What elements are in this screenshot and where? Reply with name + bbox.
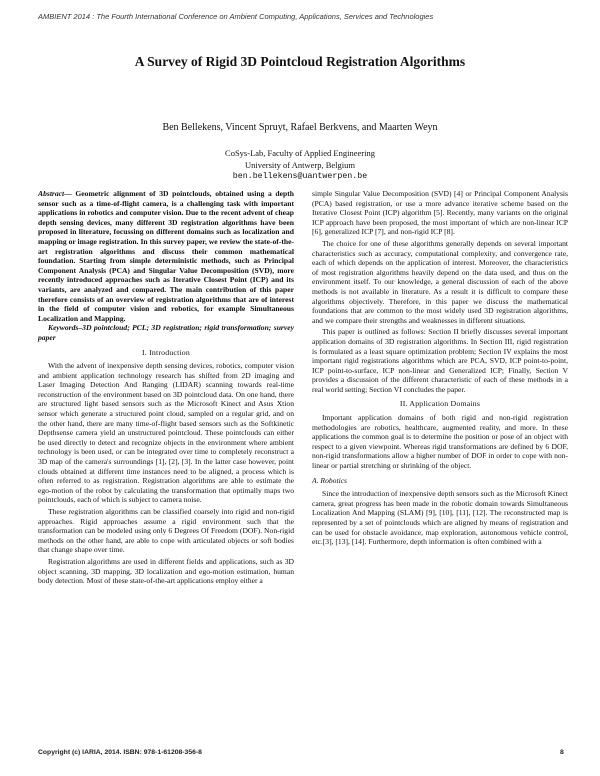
affiliation-lab: CoSys-Lab, Faculty of Applied Engineering bbox=[225, 148, 375, 158]
section-heading-introduction: I. Introduction bbox=[141, 347, 191, 357]
intro-paragraph-5: This paper is outlined as follows: Section II briefly discusses several important application domains of 3D registration algorithms. In Section III, rigid registration is formulated as a least square optimization problem; Section IV explains the most important rigid registrations algorithms which are PCA, SVD, ICP point-to-point, ICP point-to-surface, ICP non-linear and Generalized ICP; Finally, Section V provides a discussion of the different characteristic of each of these methods in a real world setting; Section VI concludes the paper. bbox=[312, 327, 568, 394]
intro-paragraph-3: Registration algorithms are used in different fields and applications, such as 3D object scanning, 3D mapping, 3D localization and ego-motion estimation, human body detection. Most of these state-of-the-art applications employ either a bbox=[38, 556, 294, 586]
conference-header: AMBIENT 2014 : The Fourth International Conference on Ambient Computing, Applications, Services and Technologies bbox=[38, 12, 434, 21]
abstract-label: Abstract bbox=[38, 189, 65, 198]
affiliation-block bbox=[0, 148, 600, 183]
intro-paragraph-4: The choice for one of these algorithms generally depends on several important characteristics such as accuracy, computational complexity, and convergence rate, each of which depends on the application of interest. Moreover, the characteristics of most registration algorithms heavily depend on the data used, and thus on the environment itself. To our knowledge, a general discussion of each of the above methods is not available in literature. As a result it is difficult to compare these algorithms objectively. Therefore, in this paper we discuss the mathematical foundations that are common to the most widely used 3D registration algorithms, and we compare their strengths and weaknesses in different situations. bbox=[312, 238, 568, 325]
page-number: 8 bbox=[560, 749, 564, 756]
right-column bbox=[312, 189, 568, 547]
paper-title: A Survey of Rigid 3D Pointcloud Registration Algorithms bbox=[134, 54, 466, 69]
application-paragraph-1: Important application domains of both rigid and non-rigid registration methodologies are robotics, healthcare, augmented reality, and more. In these applications the common goal is to determine the position or pose of an object with respect to a given viewpoint. Whereas rigid transformations are defined by 6 DOF, non-rigid transformations allow a higher number of DOF in order to cope with non-linear or partial stretching or shrinking of the object. bbox=[312, 413, 568, 471]
abstract-text: — Geometric alignment of 3D pointclouds, obtained using a depth sensor such as a time-of-flight camera, is a challenging task with important applications in robotics and computer vision. Due to the recent advent of cheap depth sensing devices, many different 3D registration algorithms have been proposed in literature, focussing on different domains such as localization and mapping or image registration. In this survey paper, we review the state-of-the-art registration algorithms and discuss their common mathematical foundation. Starting from simple deterministic methods, such as Principal Component Analysis (PCA) and Singular Value Decomposition (SVD), more recently introduced approaches such as Iterative Closest Point (ICP) and its variants, are analyzed and compared. The main contribution of this paper therefore consists of an overview of registration algorithms that are of interest in the field of computer vision and robotics, for example Simultaneous Localization and Mapping. bbox=[38, 189, 294, 323]
left-column bbox=[38, 189, 294, 586]
abstract bbox=[38, 189, 294, 323]
author-list: Ben Bellekens, Vincent Spruyt, Rafael Berkvens, and Maarten Weyn bbox=[162, 122, 438, 133]
keywords: Keywords–3D pointcloud; PCL; 3D registration; rigid transformation; survey paper bbox=[38, 323, 294, 342]
robotics-paragraph-1: Since the introduction of inexpensive depth sensors such as the Microsoft Kinect camera, great progress has been made in the robotic domain towards Simultaneous Localization And Mapping (SLAM) [9], [10], [11], [12]. The reconstructed map is represented by a set of pointclouds which are aligned by means of registration and can be used for obstacle avoidance, map exploration, autonomous vehicle control, etc.[3], [13], [14]. Furthermore, depth information is often combined with a bbox=[312, 489, 568, 547]
subsection-heading-robotics: A. Robotics bbox=[312, 475, 348, 485]
affiliation-university: University of Antwerp, Belgium bbox=[244, 159, 355, 170]
footer-copyright: Copyright (c) IARIA, 2014. ISBN: 978-1-61208-356-8 bbox=[38, 749, 202, 756]
author-email[interactable]: ben.bellekens@uantwerpen.be bbox=[232, 172, 368, 181]
intro-paragraph-1: With the advent of inexpensive depth sensing devices, robotics, computer vision and ambient application technology research has shifted from 2D imaging and Laser Imaging Detection And Ranging (LIDAR) scanning towards real-time reconstruction of the environment based on 3D pointcloud data. On one hand, there are structured light based sensors such as the Microsoft Kinect and Asus Xtion sensor which generate a structured point cloud, sampled on a regular grid, and on the other hand, there are many time-of-flight based sensors such as the Softkinetic Depthsense camera yield an unstructured pointcloud. These pointclouds can either be used directly to detect and recognize objects in the environment where ambient technology is been used, or can be integrated over time to completely reconstruct a 3D map of the camera's surroundings [1], [2], [3]. In the latter case however, point clouds obtained at different time instances need to be aligned, a process which is often referred to as registration. Registration algorithms are able to estimate the ego-motion of the robot by calculating the transformation that optimally maps two pointclouds, each of which is subject to camera noise. bbox=[38, 361, 294, 505]
intro-paragraph-continued: simple Singular Value Decomposition (SVD) [4] or Principal Component Analysis (PCA) based registration, or use a more advance iterative scheme based on the Iterative Closest Point (ICP) algorithm [5]. Recently, many variants on the original ICP approach have been proposed, the most important of which are non-linear ICP [6], generalized ICP [7], and non-rigid ICP [8]. bbox=[312, 189, 568, 237]
section-heading-application-domains: II. Application Domains bbox=[399, 399, 481, 409]
intro-paragraph-2: These registration algorithms can be classified coarsely into rigid and non-rigid approaches. Rigid approaches assume a rigid environment such that the transformation can be modeled using only 6 Degrees Of Freedom (DOF). Non-rigid methods on the other hand, are able to cope with articulated objects or soft bodies that change shape over time. bbox=[38, 507, 294, 555]
